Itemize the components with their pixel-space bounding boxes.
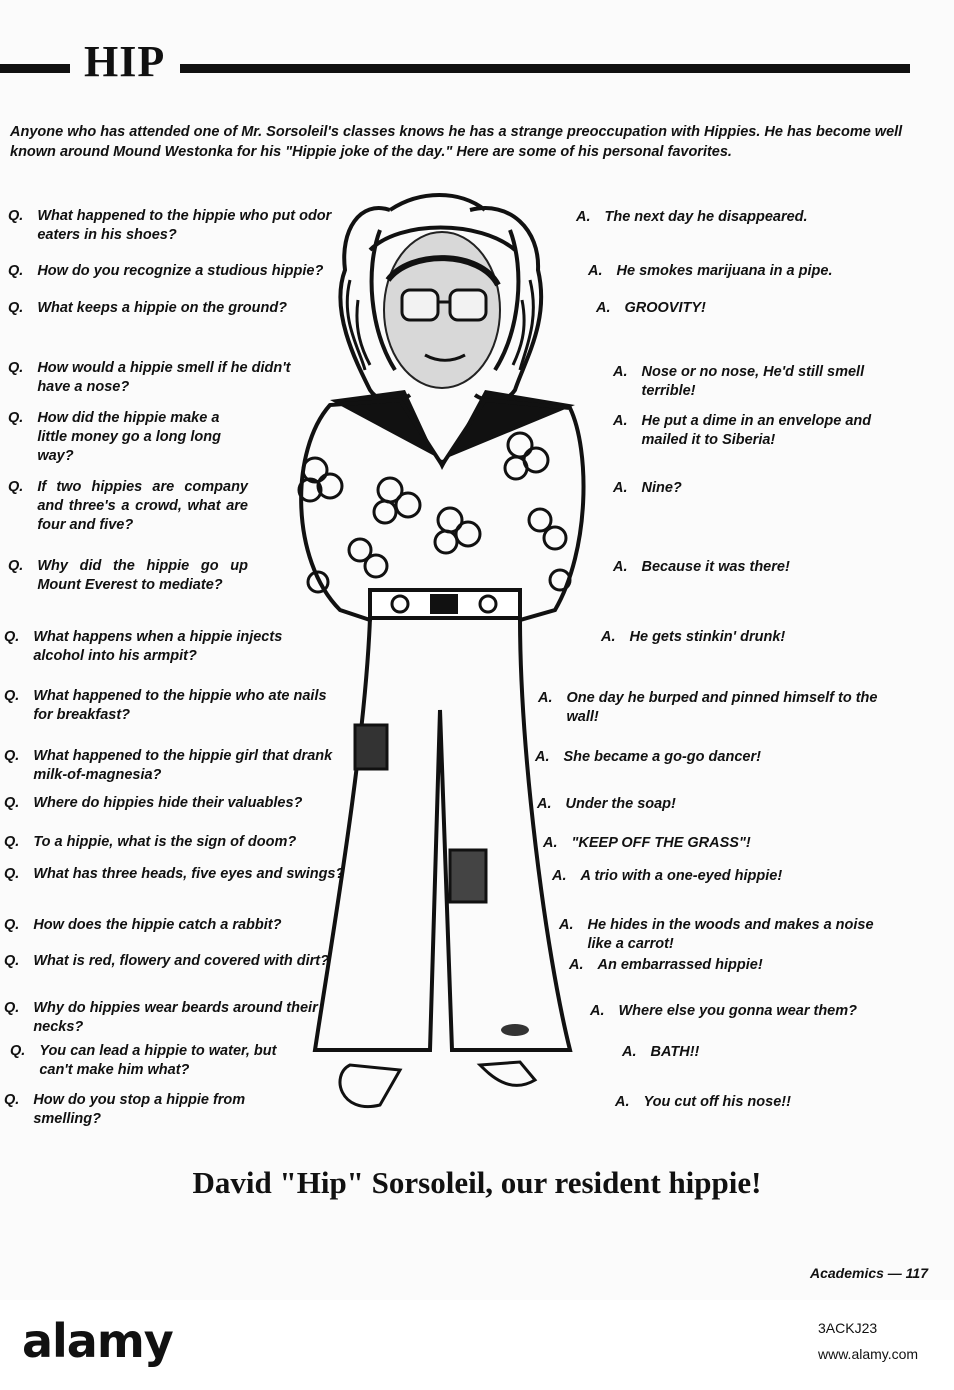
joke-answer: A. He gets stinkin' drunk!	[601, 629, 786, 645]
joke-question: Q. What happened to the hippie who put odor eaters in his shoes?	[8, 208, 332, 243]
title-rule-right	[180, 64, 910, 73]
page-number: Academics — 117	[809, 1265, 928, 1281]
joke-question: Q. How did the hippie make a little money go a long long way?	[8, 410, 221, 464]
joke-answer: A. He smokes marijuana in a pipe.	[588, 263, 833, 279]
joke-answer: A. Because it was there!	[613, 559, 790, 575]
joke-answer: A. Where else you gonna wear them?	[590, 1003, 857, 1019]
joke-answer: A. Nine?	[613, 480, 682, 496]
joke-question: Q. What happened to the hippie girl that drank milk-of-magnesia?	[4, 748, 333, 783]
watermark-url: www.alamy.com	[818, 1346, 919, 1362]
joke-question: Q. How do you recognize a studious hippie?	[8, 263, 324, 279]
joke-question: Q. Where do hippies hide their valuables?	[4, 795, 303, 811]
joke-question: Q. How do you stop a hippie from smelling?	[4, 1092, 246, 1127]
joke-answer: A. Nose or no nose, He'd still smell terrible!	[613, 364, 865, 399]
joke-answer: A. BATH!!	[622, 1044, 700, 1060]
joke-question: Q. How would a hippie smell if he didn't have a nose?	[8, 360, 291, 395]
joke-answer: A. The next day he disappeared.	[576, 209, 808, 225]
joke-answer: A. He hides in the woods and makes a noise like a carrot!	[559, 917, 874, 952]
image-id: 3ACKJ23	[818, 1320, 878, 1336]
joke-question: Q. How does the hippie catch a rabbit?	[4, 917, 282, 933]
joke-answer: A. An embarrassed hippie!	[569, 957, 763, 973]
joke-question: Q. You can lead a hippie to water, but can't make him what?	[10, 1043, 277, 1078]
page-title: HIP	[84, 37, 166, 86]
caption-title: David "Hip" Sorsoleil, our resident hippie!	[192, 1165, 762, 1200]
joke-answer: A. Under the soap!	[537, 796, 676, 812]
joke-answer: A. He put a dime in an envelope and mailed it to Siberia!	[613, 413, 872, 448]
joke-question: Q. To a hippie, what is the sign of doom?	[4, 834, 297, 850]
joke-question: Q. What keeps a hippie on the ground?	[8, 300, 288, 316]
joke-answer: A. GROOVITY!	[596, 300, 706, 316]
joke-question: Q. What has three heads, five eyes and swings?	[4, 866, 345, 882]
joke-question: Q. What happened to the hippie who ate nails for breakfast?	[4, 688, 327, 723]
joke-question: Q. What is red, flowery and covered with dirt?	[4, 953, 329, 969]
joke-question: Q. Why do hippies wear beards around their necks?	[4, 1000, 318, 1035]
joke-question: Q. Why did the hippie go up Mount Everest to mediate?	[8, 558, 248, 593]
joke-answer: A. One day he burped and pinned himself to the wall!	[538, 690, 878, 725]
joke-answer: A. She became a go-go dancer!	[535, 749, 761, 765]
joke-answer: A. "KEEP OFF THE GRASS"!	[543, 835, 751, 851]
hippie-cartoon-illustration	[270, 190, 610, 1130]
joke-question: Q. If two hippies are company and three's a crowd, what are four and five?	[8, 479, 248, 533]
intro-paragraph: Anyone who has attended one of Mr. Sorsoleil's classes knows he has a strange preoccupation with Hippies. He has become well known around Mound Westonka for his "Hippie joke of the day." Here are some of his personal favorites.	[10, 124, 903, 160]
joke-answer: A. You cut off his nose!!	[615, 1094, 791, 1110]
joke-question: Q. What happens when a hippie injects alcohol into his armpit?	[4, 629, 283, 664]
alamy-logo: alamy	[22, 1314, 173, 1368]
title-rule-left	[0, 64, 70, 73]
joke-answer: A. A trio with a one-eyed hippie!	[552, 868, 783, 884]
